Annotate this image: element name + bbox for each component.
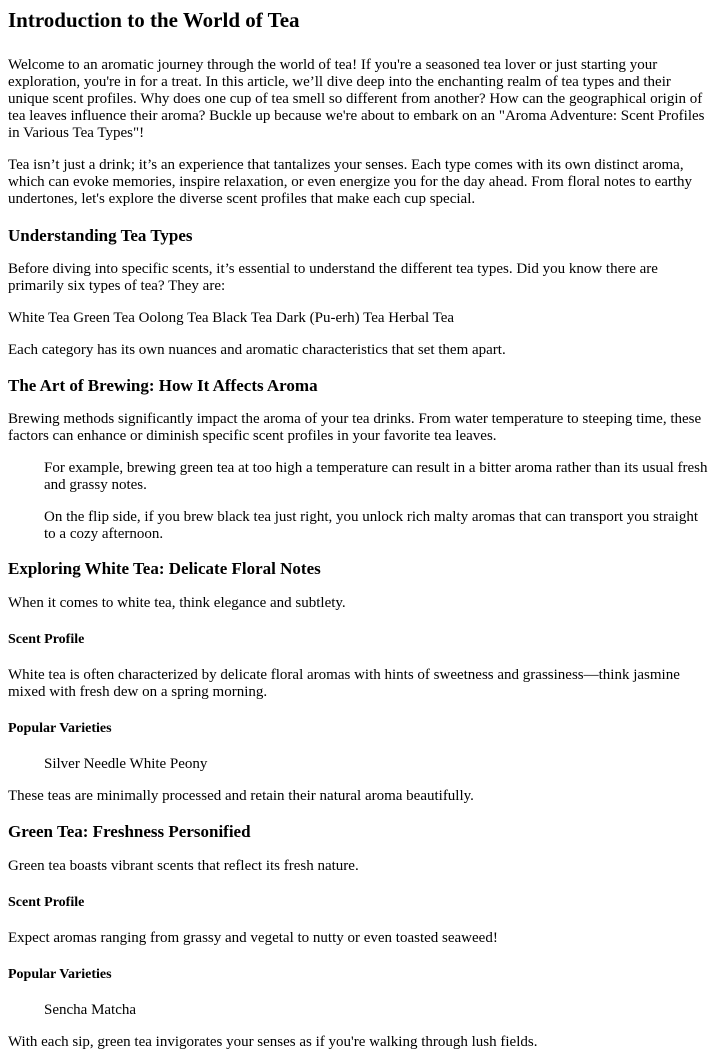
white-tea-scent-heading: Scent Profile	[8, 632, 85, 647]
section-heading-green-tea: Green Tea: Freshness Personified	[8, 822, 251, 841]
tea-types-paragraph: Before diving into specific scents, it’s essential to understand the different tea types. Did you know there are primarily six types of tea? They are:	[8, 261, 658, 294]
green-tea-varieties-list: Sencha Matcha	[44, 1002, 137, 1018]
white-tea-intro: When it comes to white tea, think elegance and subtlety.	[8, 595, 346, 611]
green-tea-varieties-heading: Popular Varieties	[8, 967, 112, 982]
white-tea-closing: These teas are minimally processed and retain their natural aroma beautifully.	[8, 788, 474, 804]
tea-types-list: White Tea Green Tea Oolong Tea Black Tea Dark (Pu-erh) Tea Herbal Tea	[8, 310, 455, 326]
tea-types-closing: Each category has its own nuances and aromatic characteristics that set them apart.	[8, 342, 506, 358]
green-tea-scent-text: Expect aromas ranging from grassy and vegetal to nutty or even toasted seaweed!	[8, 930, 498, 946]
white-tea-scent-text: White tea is often characterized by delicate floral aromas with hints of sweetness and grassiness—think jasmine mixed with fresh dew on a spring morning.	[8, 667, 680, 700]
page-title: Introduction to the World of Tea	[8, 8, 300, 32]
white-tea-varieties-list: Silver Needle White Peony	[44, 756, 208, 772]
intro-paragraph-1: Welcome to an aromatic journey through the world of tea! If you're a seasoned tea lover or just starting your exploration, you're in for a treat. In this article, we’ll dive deep into the enchanting realm of tea types and their unique scent profiles. Why does one cup of tea smell so different from another? How can the geographical origin of tea leaves influence their aroma? Buckle up because we're about to embark on an "Aroma Adventure: Scent Profiles in Various Tea Types"!	[8, 57, 705, 141]
intro-paragraph-2: Tea isn’t just a drink; it’s an experience that tantalizes your senses. Each type comes with its own distinct aroma, which can evoke memories, inspire relaxation, or even energize you for the day ahead. From floral notes to earthy undertones, let's explore the diverse scent profiles that make each cup special.	[8, 157, 693, 207]
white-tea-varieties-heading: Popular Varieties	[8, 721, 112, 736]
article	[0, 8, 720, 1051]
green-tea-intro: Green tea boasts vibrant scents that reflect its fresh nature.	[8, 858, 359, 874]
section-heading-tea-types: Understanding Tea Types	[8, 226, 193, 245]
green-tea-closing: With each sip, green tea invigorates your senses as if you're walking through lush fields.	[8, 1034, 538, 1050]
section-heading-brewing: The Art of Brewing: How It Affects Aroma	[8, 376, 318, 395]
brewing-quote-2: On the flip side, if you brew black tea just right, you unlock rich malty aromas that can transport you straight to a cozy afternoon.	[44, 509, 699, 542]
brewing-paragraph: Brewing methods significantly impact the aroma of your tea drinks. From water temperature to steeping time, these factors can enhance or diminish specific scent profiles in your favorite tea leaves.	[8, 411, 702, 444]
section-heading-white-tea: Exploring White Tea: Delicate Floral Notes	[8, 559, 321, 578]
green-tea-scent-heading: Scent Profile	[8, 895, 85, 910]
brewing-quote-1: For example, brewing green tea at too high a temperature can result in a bitter aroma rather than its usual fresh and grassy notes.	[44, 460, 708, 493]
